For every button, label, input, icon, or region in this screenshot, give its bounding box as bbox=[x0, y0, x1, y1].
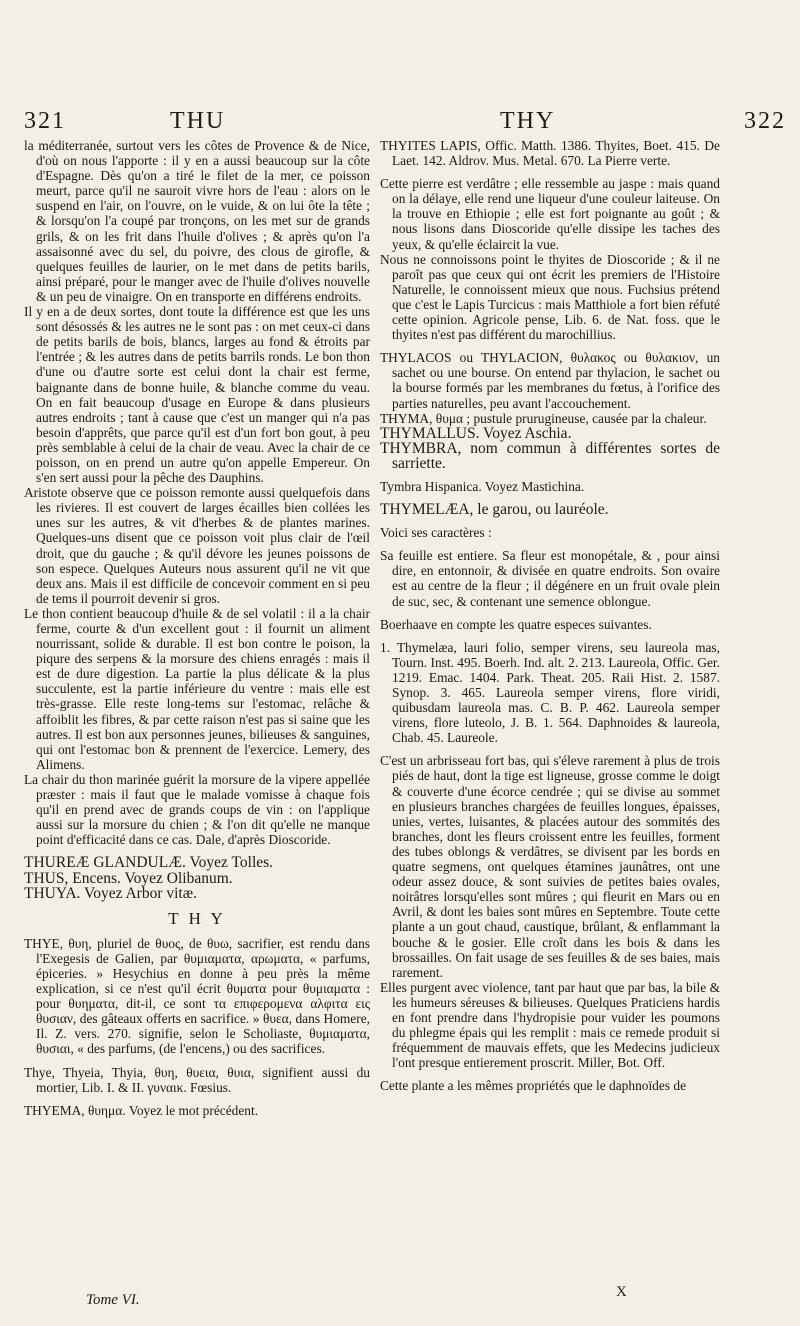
running-head-left: THU bbox=[170, 108, 226, 134]
paragraph: Cette pierre est verdâtre ; elle ressemble au jaspe : mais quand on la délaye, elle rend une liqueur d'une couleur laiteuse. On la trouve en Ethiopie ; elle est fort poignante au goût ; & nous lisons dans Dioscoride qu'elle dissipe les taches des yeux, & qu'elle éclaircit la vue. bbox=[380, 176, 720, 252]
paragraph: Elles purgent avec violence, tant par haut que par bas, la bile & les humeurs séreuses & bilieuses. Quelques Praticiens hardis en font prendre dans l'hydropisie pour vuider les poumons du phlegme épais qui les remplit : mais ce remede produit si fréquemment de mauvais effets, que les Medecins judicieux l'ont presque entierement proscrit. Miller, Bot. Off. bbox=[380, 979, 720, 1071]
paragraph: Il y en a de deux sortes, dont toute la différence est que les uns sont désossés & les autres ne le sont pas : on met ceux-ci dans de petits barils de bois, blancs, larges au fond & étroits par l'entrée ; & les autres dans de petits barrils ronds. Le bon thon d'une ou d'autre sorte est celui dont la chair est ferme, baignante dans de bonne huile, & blanche comme du veau. On en fait beaucoup d'usage en Europe & dans plusieurs autres endroits ; tant à cause que c'est un manger qui n'a pas besoin d'apprêts, que parce qu'il est d'un fort bon gout, à peu près semblable à celui de la chair de veau. Avec la chair de ce poisson, on en prend un autre qu'on appelle Empereur. On s'en sert aussi pour la pêche des Dauphins. bbox=[24, 304, 370, 486]
section-heading: T H Y bbox=[168, 908, 226, 928]
entry-thymbra: THYMBRA, nom commun à différentes sortes de sarriette. bbox=[380, 439, 720, 472]
signature-mark: X bbox=[616, 1284, 627, 1300]
paragraph: Nous ne connoissons point le thyites de Dioscoride ; & il ne paroît pas que ceux qui ont écrit les premiers de l'Histoire Naturelle, le connoissent mieux que nous. Fuchsius prétend que c'est le Lapis Turcicus : mais Matthiole a fort bien réfuté cette opinion. Agricole pense, Lib. 6. de Nat. foss. que le thyites n'est pas différent du marochillius. bbox=[380, 251, 720, 343]
paragraph: Aristote observe que ce poisson remonte aussi quelquefois dans les rivieres. Il est couvert de larges écailles bien collées les unes sur les autres, & vit d'herbes & de plantes marines. Quelques-uns disent que ce poisson voit plus clair de l'œil droit, que du gauche ; & qu'il dévore les jeunes poissons de son espece. Quelques Auteurs nous assurent qu'il ne vit que deux ans. Mais il est difficile de concevoir comment en si peu de tems il pourroit devenir si gros. bbox=[24, 485, 370, 606]
entry-thyites: THYITES LAPIS, Offic. Matth. 1386. Thyites, Boet. 415. De Laet. 142. Aldrov. Mus. Metal. 670. La Pierre verte. bbox=[380, 138, 720, 169]
entry-thyma: THYMA, θυμα ; pustule prurugineuse, causée par la chaleur. bbox=[380, 410, 707, 426]
page-number-right: 322 bbox=[744, 108, 786, 134]
page-number-left: 321 bbox=[24, 108, 66, 134]
entry-thye: THYE, θυη, pluriel de θυος, de θυω, sacrifier, est rendu dans l'Exegesis de Galien, par θυμιαματα, αρωματα, « parfums, épiceries. » Hesychius en donne à peu près la même explication, si ce n'est qu'il écrit θυματα pour θυμιαματα : pour θυηματα, dit-il, ce sont τα επιφερομενα αλφιτα εις θυσιαν, des gâteaux offerts en sacrifice. » θυεα, dans Homere, Il. Z. vers. 270. signifie, selon le Scholiaste, θυμιαματα, θυσιαι, « des parfums, (de l'encens,) ou des sacrifices. bbox=[24, 935, 370, 1057]
entry-thyema: THYEMA, θυημα. Voyez le mot précédent. bbox=[24, 1102, 259, 1118]
entry-thuya: THUYA. Voyez Arbor vitæ. bbox=[24, 884, 197, 902]
entry-thus: THUS, Encens. Voyez Olibanum. bbox=[24, 869, 233, 887]
paragraph: Le thon contient beaucoup d'huile & de sel volatil : il a la chair ferme, courte & d'un excellent gout : il fournit un aliment nourrissant, solide & durable. Il est bon contre le poison, la piqure des serpens & la morsure des chiens enragés : mais il est de dure digestion. La partie la plus délicate & la plus succulente, est la partie inférieure du ventre : mais elle est très-grasse. Elle reste long-tems sur l'estomac, relâche & affoiblit les fibres, & par cette raison n'est pas si saine que les autres. Il est bon aux personnes jeunes, bilieuses & sanguines, qui ont l'estomac bon & prennent de l'exercice. Lemery, des Alimens. bbox=[24, 605, 370, 772]
paragraph: Boerhaave en compte les quatre especes suivantes. bbox=[380, 616, 652, 632]
paragraph: La chair du thon marinée guérit la morsure de la vipere appellée præster : mais il faut que le malade vomisse à chaque fois qu'il en prend avec de grands coups de vin : on l'applique aussi sur la morsure du chien ; & l'on dit qu'elle ne manque point d'efficacité dans ce cas. Dale, d'après Dioscoride. bbox=[24, 771, 370, 848]
entry-thymelaea: THYMELÆA, le garou, ou lauréole. bbox=[380, 501, 609, 519]
entry-tymbra-hispanica: Tymbra Hispanica. Voyez Mastichina. bbox=[380, 478, 585, 494]
paragraph: la méditerranée, surtout vers les côtes de Provence & de Nice, d'où on nous l'apporte : il y en a aussi beaucoup sur la côte d'Espagne. Dès qu'on a tiré le filet de la mer, ce poisson meurt, parce qu'il ne sauroit vivre hors de l'eau : alors on le suspend en l'air, on l'ouvre, on le vuide, & on lui ôte la tête ; & lorsqu'on l'a coupé par tronçons, on les met sur de grands grils, & on les frit dans l'huile d'olives ; & après qu'on l'a assaisonné avec du sel, du poivre, des clous de girofle, & quelques feuilles de laurier, on le met dans de petits barils, ainsi préparé, pour le manger avec de l'huile d'olives nouvelle & un peu de vinaigre. On en transporte en différens endroits. bbox=[24, 138, 370, 304]
left-column bbox=[24, 138, 370, 1118]
paragraph: Sa feuille est entiere. Sa fleur est monopétale, & , pour ainsi dire, en entonnoir, & divisée en quatre endroits. Son ovaire est au centre de la fleur ; il dégénere en un fruit ovale plein de suc, sec, & contenant une semence oblongue. bbox=[380, 548, 720, 609]
right-column bbox=[380, 138, 720, 1093]
volume-label: Tome VI. bbox=[86, 1292, 140, 1308]
entry-thymallus: THYMALLUS. Voyez Aschia. bbox=[380, 424, 572, 442]
entry-thylacos: THYLACOS ou THYLACION, θυλακος ou θυλακιον, un sachet ou une bourse. On entend par thylacion, le sachet ou la bourse formés par les membranes du fœtus, à l'orifice des parties naturelles, peu avant l'accouchement. bbox=[380, 350, 720, 411]
running-head-right: THY bbox=[500, 108, 556, 134]
entry-thye-mortar: Thye, Thyeia, Thyia, θυη, θυεια, θυια, signifient aussi du mortier, Lib. I. & II. γυναικ. Fœsius. bbox=[24, 1064, 370, 1095]
paragraph: Cette plante a les mêmes propriétés que le daphnoïdes de bbox=[380, 1078, 687, 1094]
paragraph: C'est un arbrisseau fort bas, qui s'éleve rarement à plus de trois piés de haut, dont la tige est ligneuse, grosse comme le doigt & couverte d'une écorce cendrée ; qui se divise au sommet en plusieurs branches chargées de feuilles longues, épaisses, unies, vertes, luisantes, & placées autour des sommités des branches, dont les fleurs croissent entre les feuilles, forment des tubes oblongs & verdâtres, se divisent par les bords en quatre segmens, ont quelques étamines jaunâtres, ont une odeur assez douce, & sont suivies de petites baies ovales, noirâtres lorsqu'elles sont mûres ; qui fleurit en Mars ou en Avril, & dont les baies sont mûres en Septembre. Toute cette plante a un gout chaud, caustique, brûlant, & enflammant la bouche & le gosier. Elle croît dans les bois & dans les brossailles. On fait usage de ses feuilles & de ses baies, mais rarement. bbox=[380, 753, 720, 980]
entry-thureae: THUREÆ GLANDULÆ. Voyez Tolles. bbox=[24, 854, 274, 872]
paragraph: 1. Thymelæa, lauri folio, semper virens, seu laureola mas, Tourn. Inst. 495. Boerh. Ind. alt. 2. 213. Laureola, Offic. Ger. 1219. Emac. 1404. Park. Theat. 205. Raii Hist. 2. 1587. Synop. 3. 465. Laureola semper virens, flore viridi, quibusdam laureola mas. C. B. P. 462. Laureola semper virens, flore luteolo, J. B. 1. 564. Daphnoides & laureola, Chab. 45. Laureole. bbox=[380, 639, 720, 746]
paragraph: Voici ses caractères : bbox=[380, 525, 492, 541]
